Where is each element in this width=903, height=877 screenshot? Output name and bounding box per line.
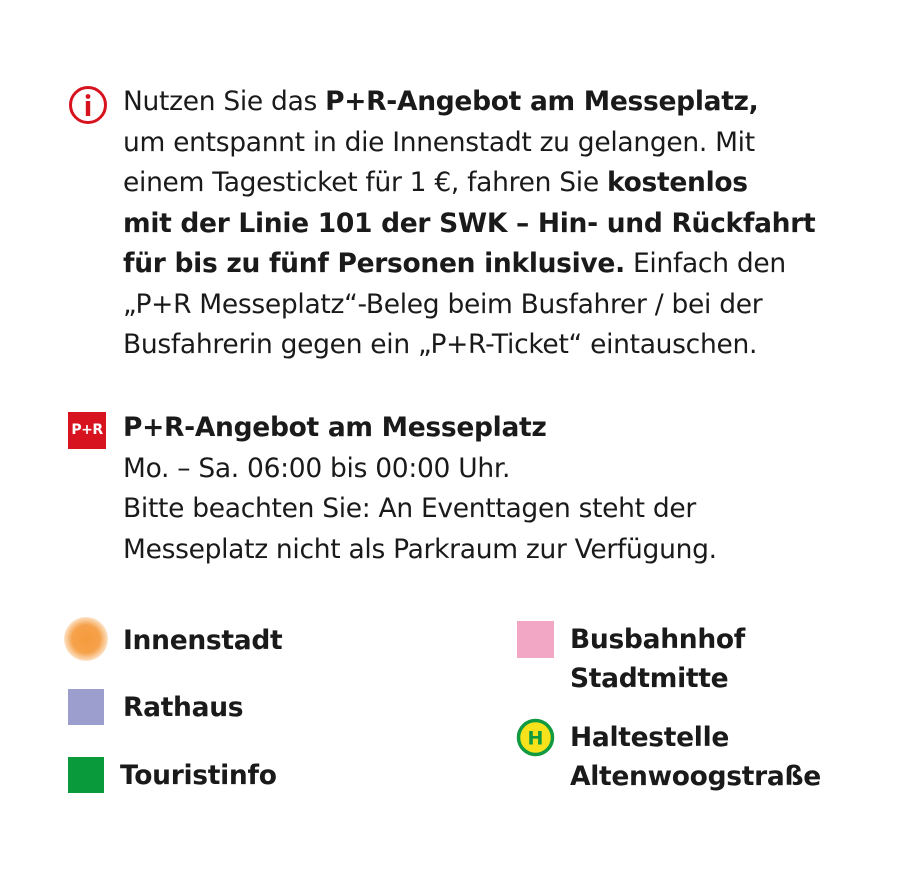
- park-and-ride-note-line-1: Bitte beachten Sie: An Eventtagen steht der: [123, 493, 696, 524]
- rathaus-swatch-icon: [68, 689, 104, 725]
- info-line-2: [123, 123, 863, 164]
- info-paragraph: [123, 82, 863, 366]
- info-line-7: [123, 325, 863, 366]
- info-text-run: kostenlos: [606, 167, 748, 198]
- info-text-run: für bis zu fünf Personen inklusive.: [123, 248, 625, 279]
- info-text-run: P+R-Angebot am Messeplatz,: [325, 86, 759, 117]
- info-text-run: Busfahrerin gegen ein „P+R-Ticket“ eintauschen.: [123, 329, 758, 360]
- busbahnhof-swatch-icon: [517, 621, 554, 658]
- info-text-run: „P+R Messeplatz“-Beleg beim Busfahrer / bei der: [123, 288, 763, 320]
- legend-innenstadt-label: Innenstadt: [123, 625, 283, 656]
- info-text-run: um entspannt in die Innenstadt zu gelangen. Mit: [123, 126, 755, 158]
- bus-stop-symbol: H: [527, 727, 544, 750]
- innenstadt-marker-icon: [64, 617, 108, 661]
- info-line-6: [123, 285, 863, 326]
- info-icon: [68, 85, 108, 125]
- info-text-run: Einfach den: [624, 248, 786, 279]
- park-and-ride-info: [123, 408, 863, 570]
- info-line-5: [123, 244, 863, 285]
- legend-haltestelle-label-line-1: Haltestelle: [570, 722, 730, 753]
- info-line-3: [123, 163, 863, 204]
- info-line-1: [123, 82, 863, 123]
- info-text-run: Nutzen Sie das: [123, 86, 326, 117]
- legend-rathaus-label: Rathaus: [123, 692, 244, 723]
- legend-busbahnhof-label-line-1: Busbahnhof: [570, 624, 746, 655]
- info-text-run: mit der Linie 101 der SWK – Hin- und Rückfahrt: [123, 207, 816, 239]
- park-and-ride-title: P+R-Angebot am Messeplatz: [123, 412, 547, 443]
- legend-touristinfo-label: Touristinfo: [120, 760, 277, 791]
- park-and-ride-note-line-2: Messeplatz nicht als Parkraum zur Verfügung.: [123, 533, 717, 565]
- legend-busbahnhof-label-line-2: Stadtmitte: [570, 663, 729, 694]
- legend-haltestelle-label-line-2: Altenwoogstraße: [570, 761, 821, 792]
- touristinfo-swatch-icon: [68, 757, 104, 793]
- park-and-ride-icon: P+R: [68, 412, 106, 449]
- park-and-ride-hours: Mo. – Sa. 06:00 bis 00:00 Uhr.: [123, 452, 511, 484]
- info-text-run: einem Tagesticket für 1 €, fahren Sie: [123, 167, 607, 198]
- bus-stop-icon: [516, 718, 555, 757]
- info-line-4: [123, 204, 863, 245]
